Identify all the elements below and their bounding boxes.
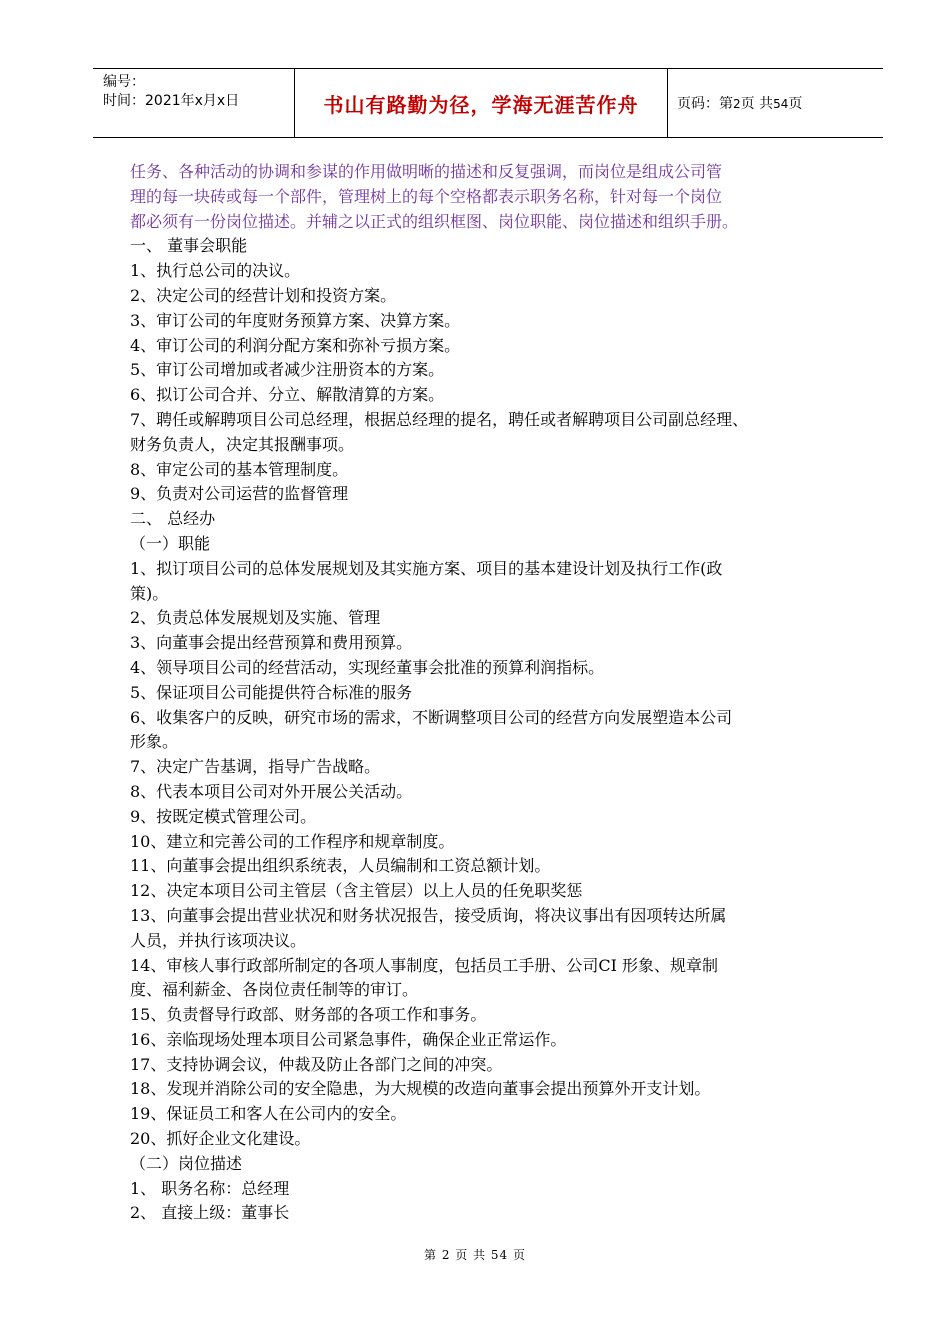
subsection-heading: （二）岗位描述 — [130, 1153, 243, 1173]
header-meta — [103, 73, 293, 111]
page-suffix: 页 — [788, 96, 803, 112]
body-line: 9、按既定模式管理公司。 — [130, 806, 317, 826]
page-indicator — [677, 93, 802, 113]
header-motto: 书山有路勤为径，学海无涯苦作舟 — [323, 93, 639, 117]
body-line: 15、负责督导行政部、财务部的各项工作和事务。 — [130, 1005, 487, 1025]
header-divider-right — [667, 69, 668, 137]
body-line: 14、审核人事行政部所制定的各项人事制度，包括员工手册、公司CI 形象、规章制 — [130, 955, 719, 975]
body-line: 20、抓好企业文化建设。 — [130, 1129, 311, 1149]
body-line: 4、审订公司的利润分配方案和弥补亏损方案。 — [130, 335, 461, 355]
page-number: 2 — [733, 97, 741, 111]
document-body — [130, 160, 870, 1226]
body-line: 5、审订公司增加或者减少注册资本的方案。 — [130, 360, 445, 380]
body-line: 12、决定本项目公司主管层（含主管层）以上人员的任免职奖惩 — [130, 881, 583, 901]
page-total: 54 — [773, 97, 789, 111]
body-line: 8、审定公司的基本管理制度。 — [130, 459, 349, 479]
body-line: 形象。 — [130, 732, 179, 752]
body-line: 16、亲临现场处理本项目公司紧急事件，确保企业正常运作。 — [130, 1029, 567, 1049]
body-line: 11、向董事会提出组织系统表，人员编制和工资总额计划。 — [130, 856, 551, 876]
body-line: 19、保证员工和客人在公司内的安全。 — [130, 1104, 407, 1124]
body-line: 理的每一块砖或每一个部件，管理树上的每个空格都表示职务名称，针对每一个岗位 — [130, 186, 723, 206]
body-line: 9、负责对公司运营的监督管理 — [130, 484, 349, 504]
section-heading: 一、 董事会职能 — [130, 236, 248, 256]
body-line: 6、收集客户的反映，研究市场的需求，不断调整项目公司的经营方向发展塑造本公司 — [130, 707, 733, 727]
body-line: 人员，并执行该项决议。 — [130, 930, 307, 950]
body-line: 3、向董事会提出经营预算和费用预算。 — [130, 633, 413, 653]
body-line: 10、建立和完善公司的工作程序和规章制度。 — [130, 831, 455, 851]
body-line: 财务负责人，决定其报酬事项。 — [130, 434, 355, 454]
section-heading: 二、 总经办 — [130, 509, 216, 529]
body-line: 1、 职务名称：总经理 — [130, 1178, 290, 1198]
body-line: 8、代表本项目公司对外开展公关活动。 — [130, 781, 413, 801]
body-line: 1、执行总公司的决议。 — [130, 261, 301, 281]
body-line: 2、决定公司的经营计划和投资方案。 — [130, 285, 397, 305]
document-number-label: 编号： — [103, 74, 145, 90]
body-line: 2、负责总体发展规划及实施、管理 — [130, 608, 381, 628]
page-header — [93, 68, 883, 138]
subsection-heading: （一）职能 — [130, 533, 211, 553]
body-line: 17、支持协调会议，仲裁及防止各部门之间的冲突。 — [130, 1054, 503, 1074]
body-line: 5、保证项目公司能提供符合标准的服务 — [130, 682, 413, 702]
body-line: 1、拟订项目公司的总体发展规划及其实施方案、项目的基本建设计划及执行工作(政 — [130, 558, 723, 578]
body-line: 4、领导项目公司的经营活动，实现经董事会批准的预算利润指标。 — [130, 657, 605, 677]
body-line: 3、审订公司的年度财务预算方案、决算方案。 — [130, 310, 461, 330]
body-line: 7、决定广告基调，指导广告战略。 — [130, 757, 381, 777]
body-line: 度、福利薪金、各岗位责任制等的审订。 — [130, 980, 419, 1000]
body-line: 6、拟订公司合并、分立、解散清算的方案。 — [130, 385, 445, 405]
body-line: 13、向董事会提出营业状况和财务状况报告，接受质询，将决议事出有因项转达所属 — [130, 905, 727, 925]
body-line: 任务、各种活动的协调和参谋的作用做明晰的描述和反复强调，而岗位是组成公司管 — [130, 162, 723, 181]
body-line: 7、聘任或解聘项目公司总经理，根据总经理的提名，聘任或者解聘项目公司副总经理、 — [130, 409, 749, 429]
body-line: 策)。 — [130, 583, 169, 603]
page-prefix: 页码：第 — [677, 96, 733, 112]
body-line: 18、发现并消除公司的安全隐患，为大规模的改造向董事会提出预算外开支计划。 — [130, 1079, 711, 1099]
body-line: 都必须有一份岗位描述。并辅之以正式的组织框图、岗位职能、岗位描述和组织手册。 — [130, 211, 739, 231]
page-mid: 页 共 — [740, 96, 774, 112]
page-footer: 第 2 页 共 54 页 — [424, 1248, 526, 1262]
body-line: 2、 直接上级：董事长 — [130, 1203, 290, 1223]
document-date: 时间：2021年x月x日 — [103, 93, 240, 109]
